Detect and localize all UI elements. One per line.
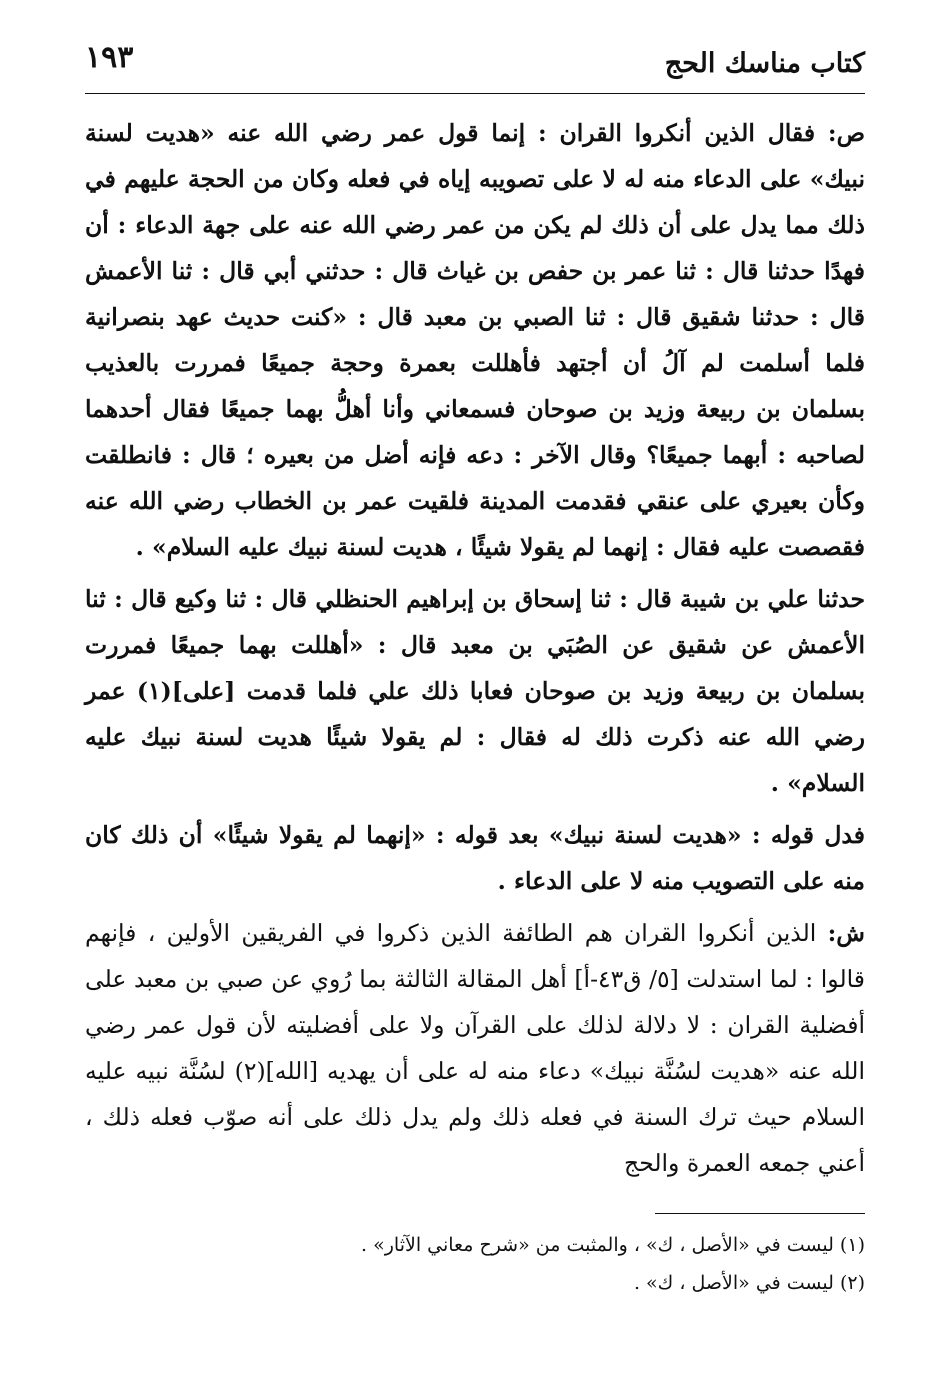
- paragraph-text: فقال الذين أنكروا القران : إنما قول عمر رضي الله عنه «هديت لسنة نبيك» على الدعاء منه له لا على تصويبه إياه في فعله وكان من الحجة عليهم في ذلك مما يدل على أن ذلك لم يكن من عمر رضي الله عنه على جهة الدعاء : أن فهدًا حدثنا قال : ثنا عمر بن حفص بن غياث قال : حدثني أبي قال : ثنا الأعمش قال : حدثنا شقيق قال : ثنا الصبي بن معبد قال : «كنت حديث عهد بنصرانية فلما أسلمت لم آلُ أن أجتهد فأهللت بعمرة وحجة جميعًا فمررت بالعذيب بسلمان بن ربيعة وزيد بن صوحان فسمعاني وأنا أهلُّ بهما جميعًا فقال أحدهما لصاحبه : أبهما جميعًا؟ وقال الآخر : دعه فإنه أضل من بعيره ؛ قال : فانطلقت وكأن بعيري على عنقي فقدمت المدينة فلقيت عمر بن الخطاب رضي الله عنه فقصصت عليه فقال : إنهما لم يقولا شيئًا ، هديت لسنة نبيك عليه السلام» .: [85, 119, 865, 561]
- header-divider: [85, 93, 865, 94]
- paragraph: [85, 910, 865, 1186]
- page-number: ١٩٣: [85, 40, 134, 75]
- footnote: (٢) ليست في «الأصل ، ك» .: [633, 1272, 865, 1294]
- paragraph: [85, 576, 865, 806]
- paragraph-text: فدل قوله : «هديت لسنة نبيك» بعد قوله : «إنهما لم يقولا شيئًا» أن ذلك كان منه على التصويب منه لا على الدعاء .: [85, 821, 865, 895]
- paragraph: [85, 110, 865, 570]
- main-text: [85, 110, 865, 1186]
- running-title: كتاب مناسك الحج: [664, 48, 865, 79]
- page-header: [85, 40, 865, 90]
- paragraph-text: الذين أنكروا القران هم الطائفة الذين ذكروا في الفريقين الأولين ، فإنهم قالوا : لما استدلت [٥/ ق٤٣-أ] أهل المقالة الثالثة بما رُوي عن صبي بن معبد على أفضلية القران : لا دلالة لذلك على القرآن ولا على أفضليته لأن قول عمر رضي الله عنه «هديت لسُنَّة نبيك» دعاء منه له على أن يهديه [الله](٢) لسُنَّة نبيه عليه السلام حيث ترك السنة في فعله ذلك ولم يدل ذلك على أنه صوّب فعله ذلك ، أعني جمعه العمرة والحج: [85, 919, 866, 1177]
- footnotes: [85, 1226, 865, 1302]
- paragraph: [85, 812, 865, 904]
- footnote: (١) ليست في «الأصل ، ك» ، والمثبت من «شرح معاني الآثار» .: [361, 1234, 865, 1256]
- footnote-divider: [655, 1213, 865, 1214]
- paragraph-marker: ش:: [827, 919, 865, 947]
- paragraph-text: حدثنا علي بن شيبة قال : ثنا إسحاق بن إبراهيم الحنظلي قال : ثنا وكيع قال : ثنا الأعمش عن شقيق عن الصُبَي بن معبد قال : «أهللت بهما جميعًا فمررت بسلمان بن ربيعة وزيد بن صوحان فعابا ذلك علي فلما قدمت [على](١) عمر رضي الله عنه ذكرت ذلك له فقال : لم يقولا شيئًا هديت لسنة نبيك عليه السلام» .: [85, 585, 865, 797]
- paragraph-marker: ص:: [827, 119, 865, 147]
